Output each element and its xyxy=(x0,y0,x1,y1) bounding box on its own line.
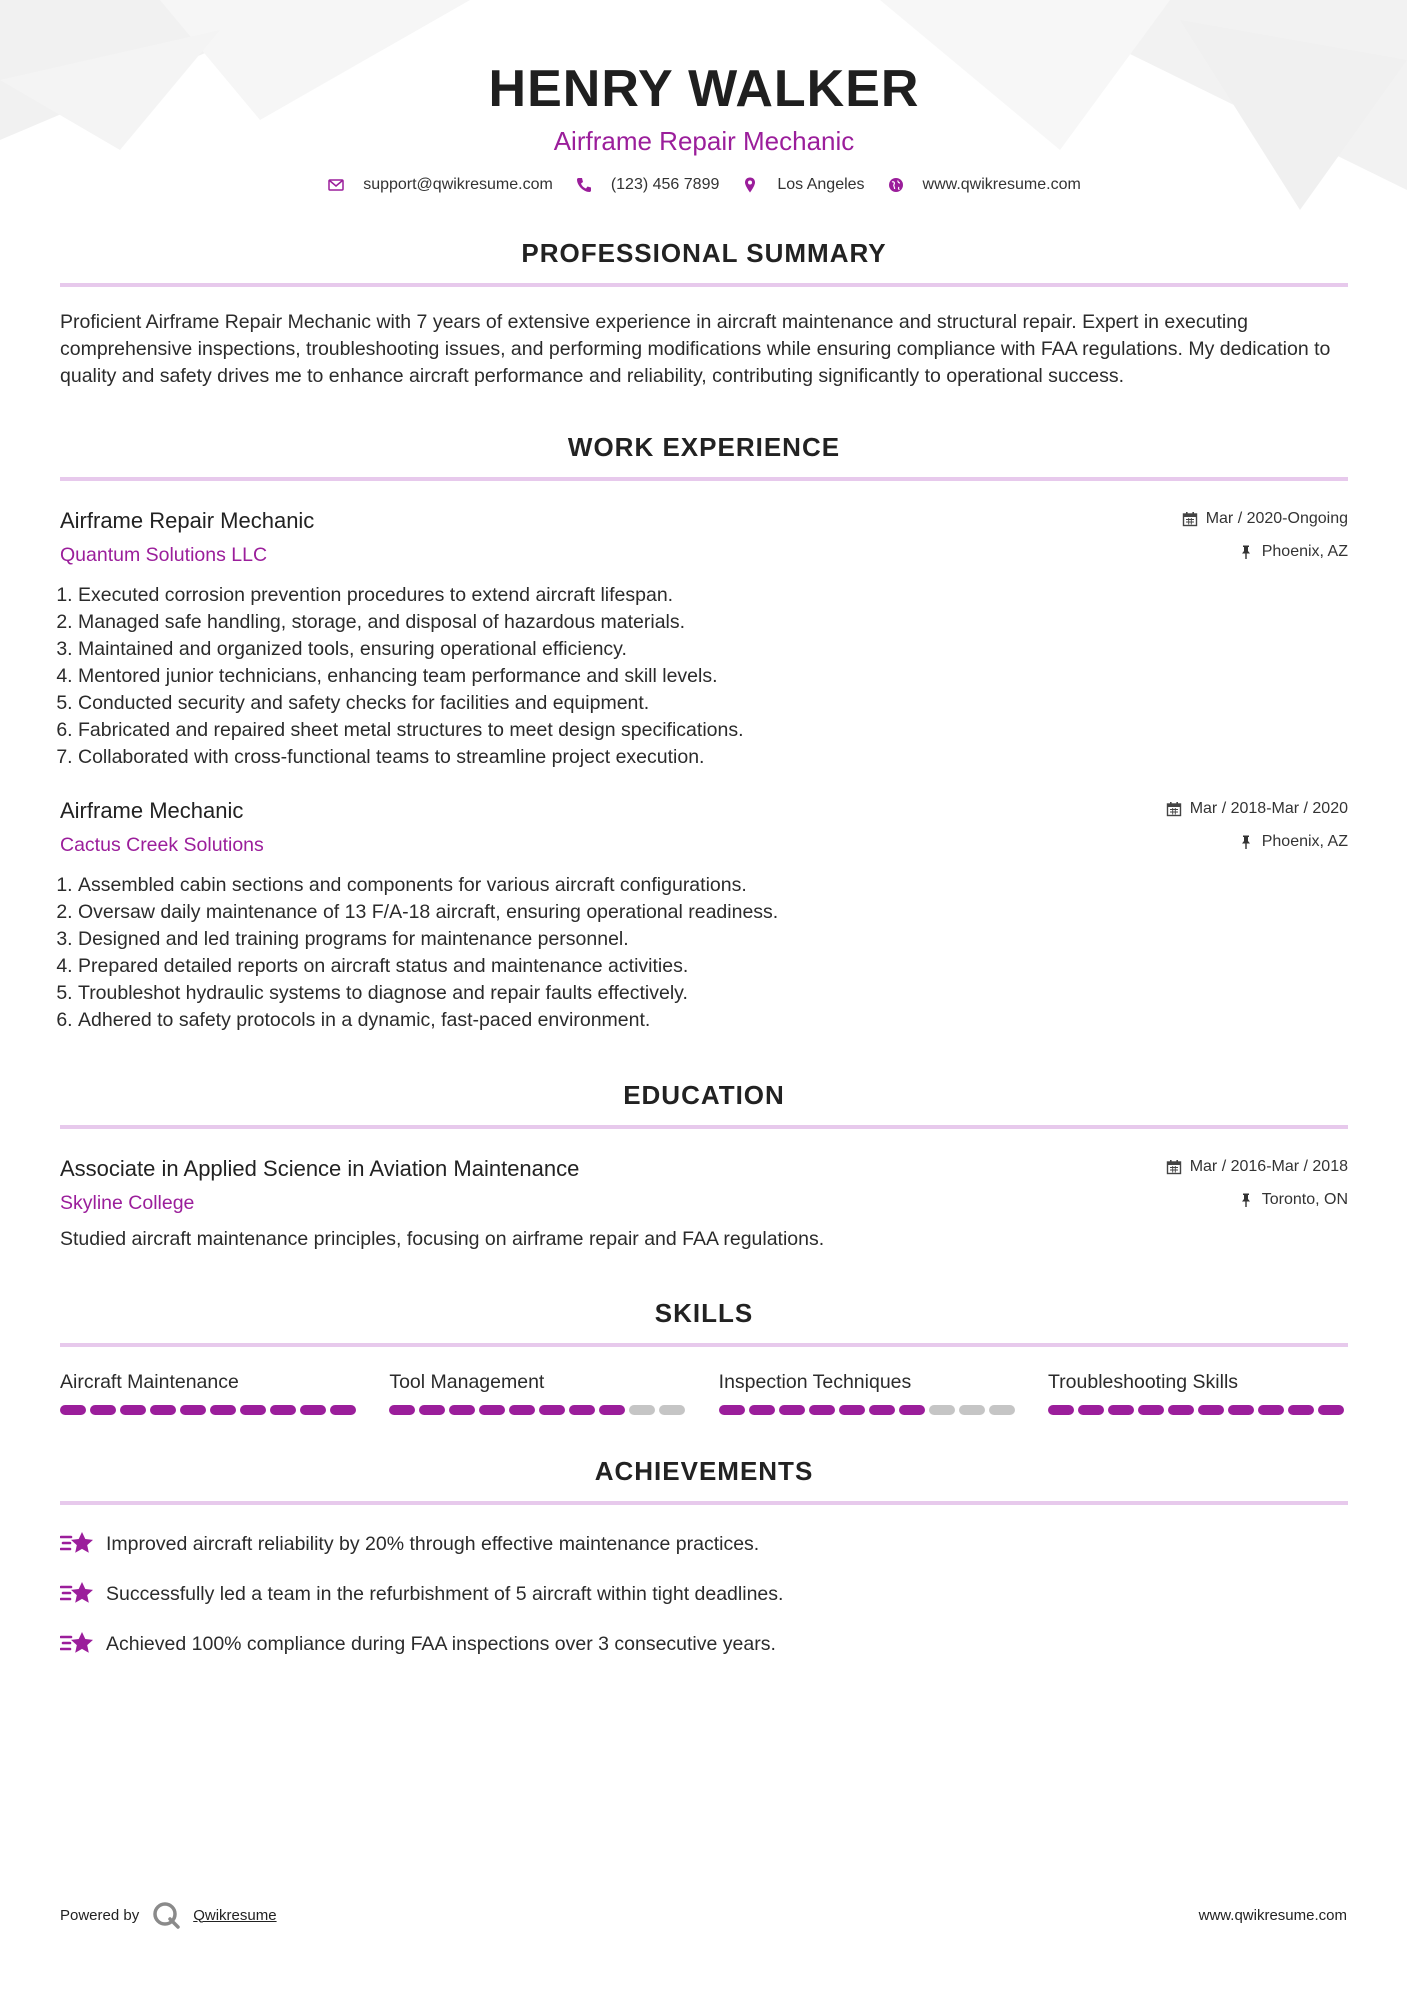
skill-level-bar xyxy=(60,1405,360,1416)
calendar-icon xyxy=(1182,511,1198,527)
map-pin-icon xyxy=(741,176,759,194)
job-title: Airframe Repair Mechanic xyxy=(60,508,315,533)
skill-segment-filled xyxy=(419,1405,445,1415)
skill-segment-filled xyxy=(749,1405,775,1415)
job-bullet: 4. Mentored junior technicians, enhancing team performance and skill levels. xyxy=(78,663,1348,690)
skills-section-title: SKILLS xyxy=(60,1298,1348,1347)
skill-segment-filled xyxy=(809,1405,835,1415)
job-entry xyxy=(60,507,1348,771)
contact-bar xyxy=(60,176,1348,194)
summary-text: Proficient Airframe Repair Mechanic with 7 years of extensive experience in aircraft maintenance and structural repair. Expert in executing comprehensive inspections, troubleshooting issues, and performing modifications while ensuring compliance with FAA regulations. My dedication to quality and safety drives me to enhance aircraft performance and reliability, contributing significantly to operational success. xyxy=(60,311,1331,387)
skill-segment-filled xyxy=(1228,1405,1254,1415)
job-location-text: Phoenix, AZ xyxy=(1261,543,1348,560)
powered-by-label: Powered by xyxy=(60,1906,140,1924)
resume-header xyxy=(60,0,1348,194)
skill-item xyxy=(60,1369,360,1416)
education-location-text: Toronto, ON xyxy=(1261,1191,1348,1208)
achievement-item xyxy=(60,1629,1348,1659)
job-bullet: 2. Oversaw daily maintenance of 13 F/A-18 aircraft, ensuring operational readiness. xyxy=(78,899,1348,926)
job-meta xyxy=(1182,507,1348,564)
skill-segment-filled xyxy=(1198,1405,1224,1415)
job-meta xyxy=(1166,797,1348,854)
education-entry xyxy=(60,1155,1348,1252)
skill-segment-filled xyxy=(120,1405,146,1415)
skill-segment-filled xyxy=(1048,1405,1074,1415)
contact-location xyxy=(741,176,864,194)
job-bullet: 3. Maintained and organized tools, ensuring operational efficiency. xyxy=(78,636,1348,663)
skill-segment-filled xyxy=(509,1405,535,1415)
job-bullet: 6. Adhered to safety protocols in a dynamic, fast-paced environment. xyxy=(78,1007,1348,1034)
job-dates-text: Mar / 2020-Ongoing xyxy=(1205,510,1348,527)
skill-level-bar xyxy=(389,1405,689,1416)
skill-segment-filled xyxy=(389,1405,415,1415)
skill-segment-empty xyxy=(929,1405,955,1415)
job-bullet: 5. Conducted security and safety checks for facilities and equipment. xyxy=(78,690,1348,717)
skill-segment-filled xyxy=(180,1405,206,1415)
job-title: Airframe Mechanic xyxy=(60,798,244,823)
shooting-star-icon xyxy=(60,1529,96,1559)
contact-phone-text: (123) 456 7899 xyxy=(610,176,720,193)
page-footer xyxy=(60,1900,1347,1930)
skill-segment-filled xyxy=(779,1405,805,1415)
skill-segment-filled xyxy=(1168,1405,1194,1415)
skill-segment-empty xyxy=(629,1405,655,1415)
skill-segment-filled xyxy=(150,1405,176,1415)
education-dates xyxy=(1166,1155,1348,1179)
job-bullet: 4. Prepared detailed reports on aircraft status and maintenance activities. xyxy=(78,953,1348,980)
globe-icon xyxy=(887,176,905,194)
job-location xyxy=(1182,540,1348,564)
job-entry xyxy=(60,797,1348,1034)
contact-location-text: Los Angeles xyxy=(777,176,865,193)
job-bullets xyxy=(60,582,1348,771)
education-section-title: EDUCATION xyxy=(60,1080,1348,1129)
achievement-text: Successfully led a team in the refurbishment of 5 aircraft within tight deadlines. xyxy=(106,1583,784,1605)
phone-icon xyxy=(575,176,593,194)
skill-level-bar xyxy=(1048,1405,1348,1416)
education-location xyxy=(1166,1188,1348,1212)
skill-segment-filled xyxy=(270,1405,296,1415)
education-dates-text: Mar / 2016-Mar / 2018 xyxy=(1189,1158,1348,1175)
candidate-role: Airframe Repair Mechanic xyxy=(553,126,855,156)
job-bullet: 1. Executed corrosion prevention procedures to extend aircraft lifespan. xyxy=(78,582,1348,609)
skill-segment-empty xyxy=(659,1405,685,1415)
skill-segment-empty xyxy=(989,1405,1015,1415)
skill-name: Tool Management xyxy=(389,1371,545,1393)
skill-segment-filled xyxy=(839,1405,865,1415)
work-section-title: WORK EXPERIENCE xyxy=(60,432,1348,481)
skill-name: Aircraft Maintenance xyxy=(60,1371,239,1393)
skill-segment-filled xyxy=(60,1405,86,1415)
job-bullet: 6. Fabricated and repaired sheet metal structures to meet design specifications. xyxy=(78,717,1348,744)
job-dates xyxy=(1182,507,1348,531)
education-meta xyxy=(1166,1155,1348,1212)
skill-segment-filled xyxy=(1138,1405,1164,1415)
job-bullet: 5. Troubleshot hydraulic systems to diagnose and repair faults effectively. xyxy=(78,980,1348,1007)
powered-by xyxy=(60,1900,277,1930)
achievements-list xyxy=(60,1529,1348,1659)
contact-email[interactable] xyxy=(327,176,553,194)
skill-segment-filled xyxy=(1258,1405,1284,1415)
skill-segment-filled xyxy=(569,1405,595,1415)
skill-item xyxy=(719,1369,1019,1416)
skill-name: Troubleshooting Skills xyxy=(1047,1371,1239,1393)
job-bullets xyxy=(60,872,1348,1034)
skill-segment-empty xyxy=(959,1405,985,1415)
calendar-icon xyxy=(1166,1159,1182,1175)
shooting-star-icon xyxy=(60,1579,96,1609)
pushpin-icon xyxy=(1238,544,1254,560)
job-location xyxy=(1166,830,1348,854)
skill-segment-filled xyxy=(1108,1405,1134,1415)
skill-name: Inspection Techniques xyxy=(718,1371,912,1393)
skill-segment-filled xyxy=(1078,1405,1104,1415)
summary-section-title: PROFESSIONAL SUMMARY xyxy=(60,238,1348,287)
job-bullet: 2. Managed safe handling, storage, and disposal of hazardous materials. xyxy=(78,609,1348,636)
qwikresume-link[interactable]: Qwikresume xyxy=(193,1906,277,1924)
pushpin-icon xyxy=(1238,1192,1254,1208)
skill-segment-filled xyxy=(330,1405,356,1415)
achievement-item xyxy=(60,1529,1348,1559)
achievements-section-title: ACHIEVEMENTS xyxy=(60,1456,1348,1505)
skill-segment-filled xyxy=(300,1405,326,1415)
resume-page xyxy=(60,0,1348,1659)
shooting-star-icon xyxy=(60,1629,96,1659)
skill-segment-filled xyxy=(899,1405,925,1415)
job-bullet: 3. Designed and led training programs for maintenance personnel. xyxy=(78,926,1348,953)
pushpin-icon xyxy=(1238,834,1254,850)
skill-item xyxy=(1048,1369,1348,1416)
skill-segment-filled xyxy=(869,1405,895,1415)
contact-website-text: www.qwikresume.com xyxy=(922,176,1081,193)
contact-phone[interactable] xyxy=(575,176,720,194)
education-degree: Associate in Applied Science in Aviation Maintenance xyxy=(60,1156,580,1181)
achievement-text: Achieved 100% compliance during FAA inspections over 3 consecutive years. xyxy=(106,1633,776,1655)
job-company: Cactus Creek Solutions xyxy=(60,834,264,856)
skill-segment-filled xyxy=(1318,1405,1344,1415)
skill-segment-filled xyxy=(1288,1405,1314,1415)
skill-segment-filled xyxy=(90,1405,116,1415)
skill-segment-filled xyxy=(210,1405,236,1415)
job-dates xyxy=(1166,797,1348,821)
skill-segment-filled xyxy=(599,1405,625,1415)
education-school: Skyline College xyxy=(60,1192,195,1214)
skill-level-bar xyxy=(719,1405,1019,1416)
job-dates-text: Mar / 2018-Mar / 2020 xyxy=(1189,800,1348,817)
education-description: Studied aircraft maintenance principles, focusing on airframe repair and FAA regulations. xyxy=(60,1228,825,1250)
footer-website-link[interactable]: www.qwikresume.com xyxy=(1198,1906,1347,1924)
skill-segment-filled xyxy=(449,1405,475,1415)
skill-segment-filled xyxy=(719,1405,745,1415)
job-bullet: 1. Assembled cabin sections and components for various aircraft configurations. xyxy=(78,872,1348,899)
skill-segment-filled xyxy=(539,1405,565,1415)
job-bullet: 7. Collaborated with cross-functional teams to streamline project execution. xyxy=(78,744,1348,771)
job-company: Quantum Solutions LLC xyxy=(60,544,268,566)
skill-item xyxy=(389,1369,689,1416)
achievement-item xyxy=(60,1579,1348,1609)
contact-email-text: support@qwikresume.com xyxy=(363,176,553,193)
calendar-icon xyxy=(1166,801,1182,817)
skill-segment-filled xyxy=(479,1405,505,1415)
candidate-name: HENRY WALKER xyxy=(488,60,920,118)
skills-list xyxy=(60,1369,1348,1416)
envelope-icon xyxy=(327,176,345,194)
skill-segment-filled xyxy=(240,1405,266,1415)
achievement-text: Improved aircraft reliability by 20% through effective maintenance practices. xyxy=(106,1533,760,1555)
qwikresume-logo-icon xyxy=(151,1900,181,1930)
contact-website[interactable] xyxy=(887,176,1081,194)
job-location-text: Phoenix, AZ xyxy=(1261,833,1348,850)
